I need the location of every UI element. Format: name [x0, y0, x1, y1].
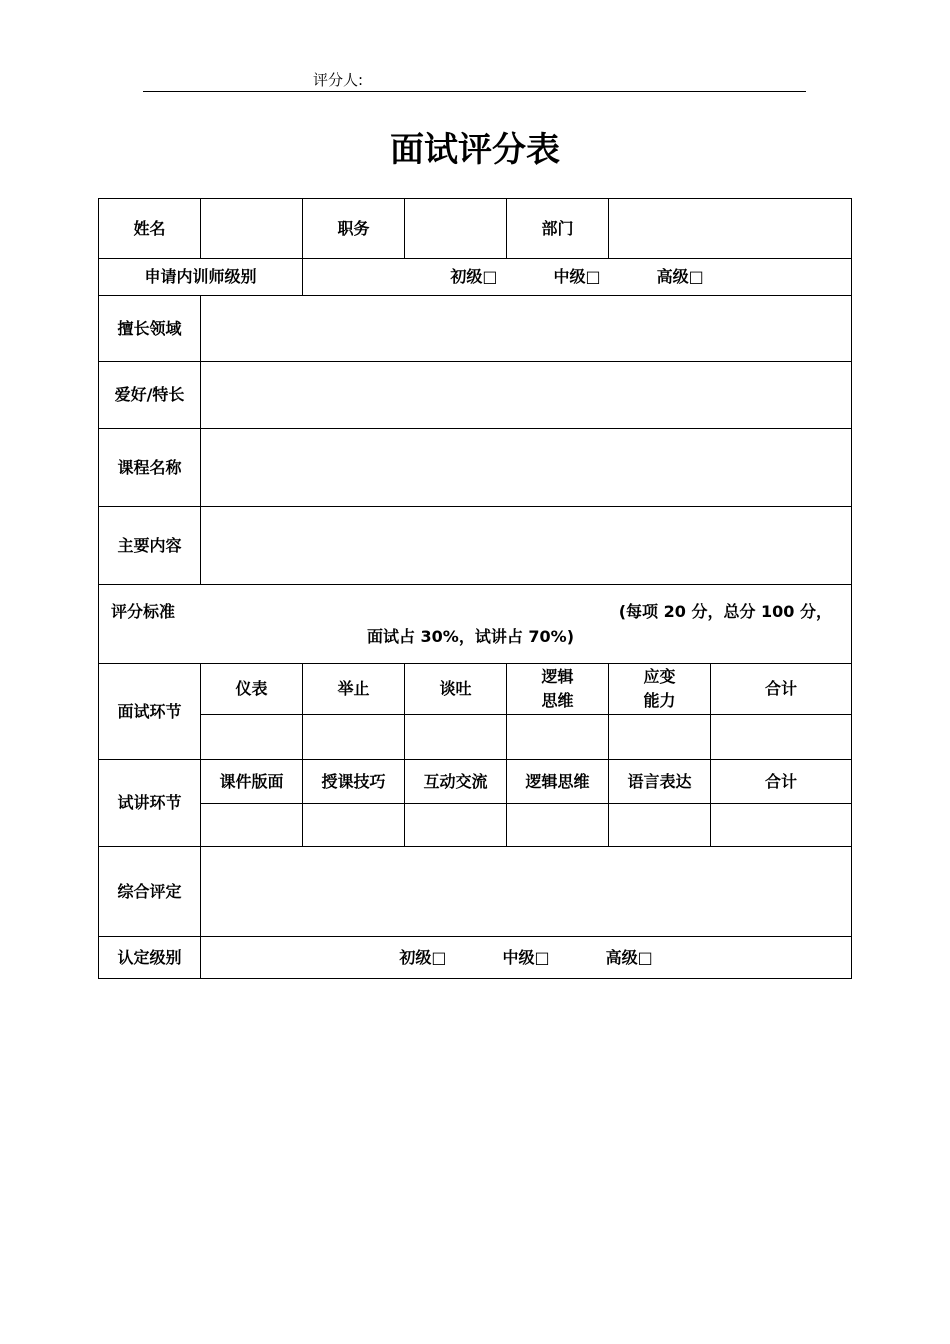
interview-column-adaptability: 应变 能力: [609, 664, 711, 715]
interview-score-row: [99, 715, 852, 760]
scoring-criteria-label: 评分标准: [111, 602, 176, 621]
course-name-value-cell: [201, 429, 852, 507]
interview-section-label: 面试环节: [99, 664, 201, 760]
certified-level-option-intermediate: 中级□: [502, 947, 550, 967]
overall-evaluation-value-cell: [201, 847, 852, 937]
interview-score-cell: [201, 715, 303, 760]
position-label: 职务: [303, 199, 405, 259]
scoring-criteria-cell: [99, 585, 852, 664]
trial-lecture-section-label: 试讲环节: [99, 760, 201, 847]
certified-level-options-cell: [201, 937, 852, 979]
name-label: 姓名: [99, 199, 201, 259]
trial-column-expression: 语言表达: [609, 760, 711, 804]
overall-evaluation-row: [99, 847, 852, 937]
trial-lecture-header-row: [99, 760, 852, 804]
trainer-level-option-junior: 初级□: [450, 267, 498, 286]
main-content-row: [99, 507, 852, 585]
basic-info-row: [99, 199, 852, 259]
course-name-row: [99, 429, 852, 507]
course-name-label: 课程名称: [99, 429, 201, 507]
trainer-level-option-intermediate: 中级□: [553, 267, 601, 286]
expertise-value-cell: [201, 296, 852, 362]
trainer-level-row: [99, 259, 852, 296]
interview-column-manner: 举止: [303, 664, 405, 715]
interview-column-appearance: 仪表: [201, 664, 303, 715]
certified-level-option-senior: 高级□: [605, 947, 653, 967]
trainer-level-label: 申请内训师级别: [99, 259, 303, 296]
trial-score-cell: [507, 804, 609, 847]
interview-column-total: 合计: [711, 664, 852, 715]
trial-column-logic: 逻辑思维: [507, 760, 609, 804]
rater-line: [143, 68, 806, 92]
position-value-cell: [405, 199, 507, 259]
overall-evaluation-label: 综合评定: [99, 847, 201, 937]
expertise-row: [99, 296, 852, 362]
department-value-cell: [609, 199, 852, 259]
expertise-label: 擅长领域: [99, 296, 201, 362]
interview-score-cell: [303, 715, 405, 760]
scoring-criteria-rule-part2: 面试占 30%，试讲占 70%): [366, 627, 575, 646]
trial-lecture-score-row: [99, 804, 852, 847]
interview-score-cell: [507, 715, 609, 760]
page-title: 面试评分表: [390, 130, 560, 170]
certified-level-row: [99, 937, 852, 979]
interview-column-logic: 逻辑 思维: [507, 664, 609, 715]
interview-column-speech: 谈吐: [405, 664, 507, 715]
hobbies-value-cell: [201, 362, 852, 429]
main-content-value-cell: [201, 507, 852, 585]
trainer-level-option-senior: 高级□: [656, 267, 704, 286]
interview-score-cell: [609, 715, 711, 760]
trial-score-cell: [405, 804, 507, 847]
trial-score-cell: [303, 804, 405, 847]
interview-score-form: [98, 198, 852, 979]
certified-level-options: [201, 946, 851, 970]
main-content-label: 主要内容: [99, 507, 201, 585]
trial-column-interaction: 互动交流: [405, 760, 507, 804]
interview-header-row: [99, 664, 852, 715]
certified-level-option-junior: 初级□: [399, 947, 447, 967]
interview-total-cell: [711, 715, 852, 760]
trial-column-slides: 课件版面: [201, 760, 303, 804]
trial-score-cell: [201, 804, 303, 847]
trial-column-teaching-skill: 授课技巧: [303, 760, 405, 804]
hobbies-row: [99, 362, 852, 429]
trial-total-cell: [711, 804, 852, 847]
trial-column-total: 合计: [711, 760, 852, 804]
hobbies-label: 爱好/特长: [99, 362, 201, 429]
scoring-criteria-row: [99, 585, 852, 664]
department-label: 部门: [507, 199, 609, 259]
name-value-cell: [201, 199, 303, 259]
rater-label: 评分人:: [313, 71, 364, 89]
interview-score-cell: [405, 715, 507, 760]
trial-score-cell: [609, 804, 711, 847]
certified-level-label: 认定级别: [99, 937, 201, 979]
scoring-criteria-line1: [99, 599, 851, 624]
trainer-level-options-cell: [303, 259, 852, 296]
trainer-level-options: [303, 265, 851, 289]
scoring-criteria-rule-part1: (每项 20 分，总分 100 分，: [618, 602, 832, 621]
